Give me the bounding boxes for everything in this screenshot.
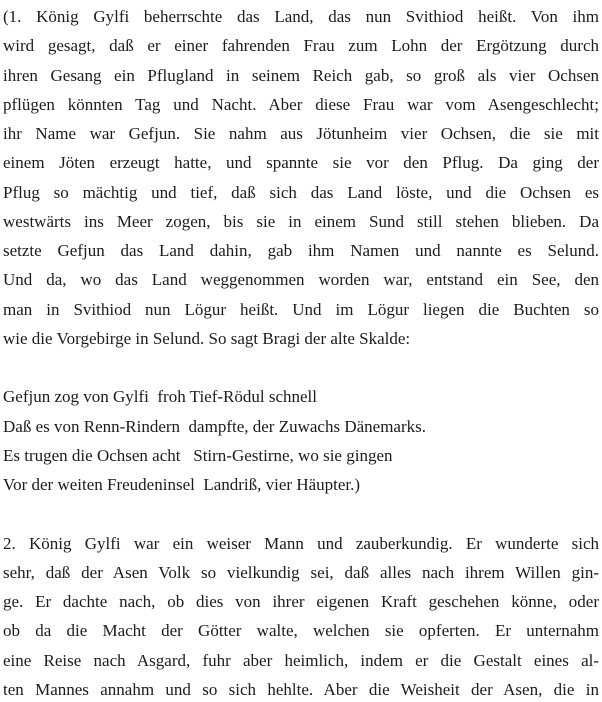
text-line: ten Mannes annahm und so sich hehlte. Aber die Weisheit der Asen, die in	[3, 679, 599, 699]
text-line: 2. König Gylfi war ein weiser Mann und zauberkundig. Er wunderte sich	[3, 533, 599, 553]
text-line: ihr Name war Gefjun. Sie nahm aus Jötunheim vier Ochsen, die sie mit	[3, 124, 599, 143]
text-line: Pflug so mächtig und tief, daß sich das Land löste, und die Ochsen es	[3, 182, 599, 202]
text-line: ihren Gesang ein Pflugland in seinem Reich gab, so groß als vier Ochsen	[3, 65, 599, 85]
text-line: wie die Vorgebirge in Selund. So sagt Bragi der alte Skalde:	[3, 328, 411, 348]
text-line: pflügen könnten Tag und Nacht. Aber diese Frau war vom Asengeschlecht;	[3, 94, 599, 114]
paragraph-2	[3, 529, 599, 702]
text-line: sehr, daß der Asen Volk so vielkundig sei, daß alles nach ihrem Willen gin-	[3, 562, 599, 582]
paragraph-1	[3, 2, 599, 353]
blank-line	[3, 353, 599, 382]
text-line: einem Jöten erzeugt hatte, und spannte sie vor den Pflug. Da ging der	[3, 153, 599, 173]
verse-line: Gefjun zog von Gylfi froh Tief-Rödul schnell	[3, 387, 317, 407]
text-line: westwärts ins Meer zogen, bis sie in einem Sund still stehen blieben. Da	[3, 211, 599, 231]
verse-stanza	[3, 382, 599, 499]
text-line: wird gesagt, daß er einer fahrenden Frau zum Lohn der Ergötzung durch	[3, 36, 599, 56]
text-line: (1. König Gylfi beherrschte das Land, das nun Svithiod heißt. Von ihm	[3, 7, 599, 26]
text-line: Und da, wo das Land weggenommen worden war, entstand ein See, den	[3, 270, 599, 290]
text-line: setzte Gefjun das Land dahin, gab ihm Namen und nannte es Selund.	[3, 241, 599, 260]
verse-line: Daß es von Renn-Rindern dampfte, der Zuwachs Dänemarks.	[3, 416, 426, 436]
verse-line: Es trugen die Ochsen acht Stirn-Gestirne, wo sie gingen	[3, 445, 393, 465]
verse-line: Vor der weiten Freudeninsel Landriß, vier Häupter.)	[3, 475, 361, 494]
text-line: eine Reise nach Asgard, fuhr aber heimlich, indem er die Gestalt eines al-	[3, 650, 599, 670]
text-line: ob da die Macht der Götter walte, welchen sie opferten. Er unternahm	[3, 621, 599, 641]
text-line: man in Svithiod nun Lögur heißt. Und im Lögur liegen die Buchten so	[3, 299, 599, 319]
blank-line	[3, 499, 599, 528]
text-line: ge. Er dachte nach, ob dies von ihrer eigenen Kraft geschehen könne, oder	[3, 592, 599, 611]
